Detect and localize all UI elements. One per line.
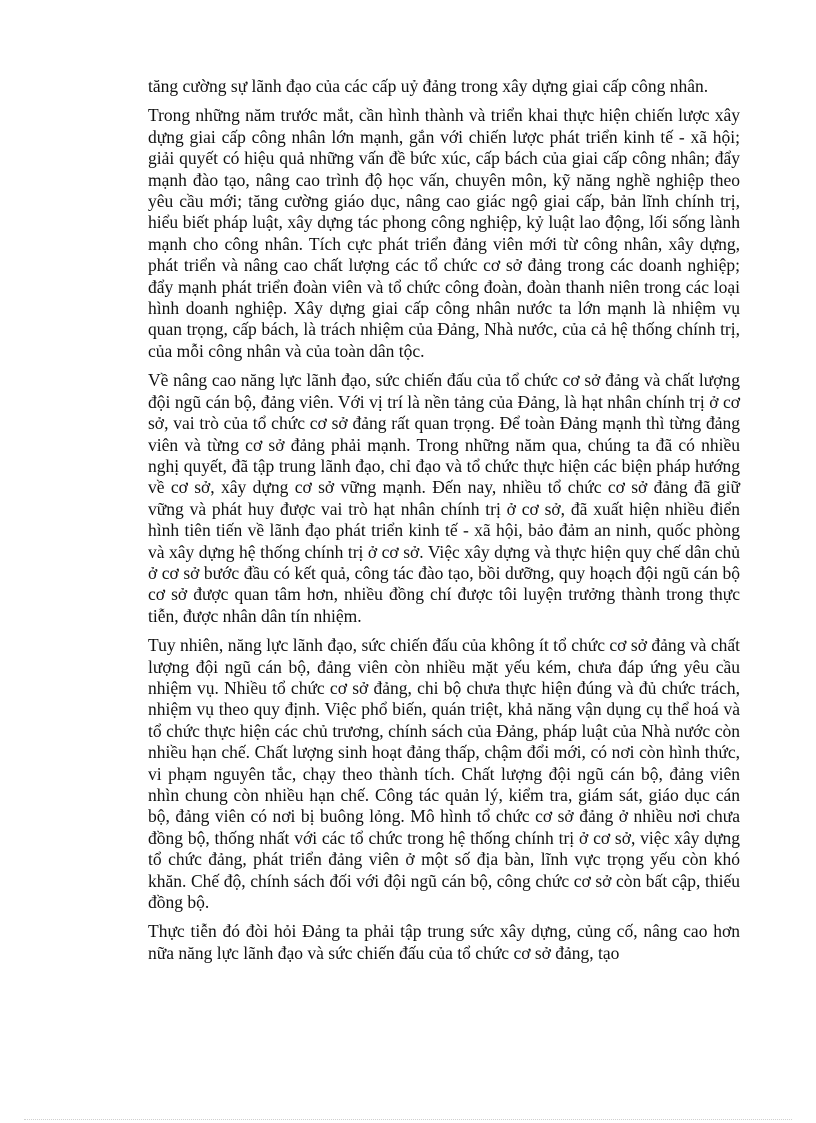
paragraph-continuation: tăng cường sự lãnh đạo của các cấp uỷ đảng trong xây dựng giai cấp công nhân. [148,76,709,96]
paragraph-practical-requirements: Thực tiễn đó đòi hỏi Đảng ta phải tập trung sức xây dựng, củng cố, nâng cao hơn nữa năng lực lãnh đạo và sức chiến đấu của tổ chức cơ sở đảng, tạo [148,921,740,963]
document-body [148,76,740,972]
page-bottom-border [24,1119,792,1120]
paragraph-working-class-strategy: Trong những năm trước mắt, cần hình thành và triển khai thực hiện chiến lược xây dựng giai cấp công nhân lớn mạnh, gắn với chiến lược phát triển kinh tế - xã hội; giải quyết có hiệu quả những vấn đề bức xúc, cấp bách của giai cấp công nhân; đẩy mạnh đào tạo, nâng cao trình độ học vấn, chuyên môn, kỹ năng nghề nghiệp theo yêu cầu mới; tăng cường giáo dục, nâng cao giác ngộ giai cấp, bản lĩnh chính trị, hiểu biết pháp luật, xây dựng tác phong công nghiệp, kỷ luật lao động, lối sống lành mạnh cho công nhân. Tích cực phát triển đảng viên mới từ công nhân, xây dựng, phát triển và nâng cao chất lượng các tổ chức cơ sở đảng trong các doanh nghiệp; đẩy mạnh phát triển đoàn viên và tổ chức công đoàn, đoàn thanh niên trong các loại hình doanh nghiệp. Xây dựng giai cấp công nhân nước ta lớn mạnh là nhiệm vụ quan trọng, cấp bách, là trách nhiệm của Đảng, Nhà nước, của cả hệ thống chính trị, của mỗi công nhân và của toàn dân tộc. [148,105,740,361]
paragraph-limitations: Tuy nhiên, năng lực lãnh đạo, sức chiến đấu của không ít tổ chức cơ sở đảng và chất lượng đội ngũ cán bộ, đảng viên còn nhiều mặt yếu kém, chưa đáp ứng yêu cầu nhiệm vụ. Nhiều tổ chức cơ sở đảng, chi bộ chưa thực hiện đúng và đủ chức trách, nhiệm vụ theo quy định. Việc phổ biến, quán triệt, khả năng vận dụng cụ thể hoá và tổ chức thực hiện các chủ trương, chính sách của Đảng, pháp luật của Nhà nước còn nhiều hạn chế. Chất lượng sinh hoạt đảng thấp, chậm đổi mới, có nơi còn hình thức, vi phạm nguyên tắc, chạy theo thành tích. Chất lượng đội ngũ cán bộ, đảng viên nhìn chung còn nhiều hạn chế. Công tác quản lý, kiểm tra, giám sát, giáo dục cán bộ, đảng viên có nơi bị buông lỏng. Mô hình tổ chức cơ sở đảng ở nhiều nơi chưa đồng bộ, thống nhất với các tổ chức trong hệ thống chính trị ở cơ sở, việc xây dựng tổ chức đảng, phát triển đảng viên ở một số địa bàn, lĩnh vực trọng yếu còn khó khăn. Chế độ, chính sách đối với đội ngũ cán bộ, công chức cơ sở còn bất cập, thiếu đồng bộ. [148,635,740,913]
paragraph-party-base-capacity: Về nâng cao năng lực lãnh đạo, sức chiến đấu của tổ chức cơ sở đảng và chất lượng đội ngũ cán bộ, đảng viên. Với vị trí là nền tảng của Đảng, là hạt nhân chính trị ở cơ sở, vai trò của tổ chức cơ sở đảng rất quan trọng. Để toàn Đảng mạnh thì từng đảng viên và từng cơ sở đảng phải mạnh. Trong những năm qua, chúng ta đã có nhiều nghị quyết, đã tập trung lãnh đạo, chỉ đạo và tổ chức thực hiện các biện pháp hướng về cơ sở, xây dựng cơ sở vững mạnh. Đến nay, nhiều tổ chức cơ sở đảng đã giữ vững và phát huy được vai trò hạt nhân chính trị ở cơ sở, đã xuất hiện nhiều điển hình tiên tiến về lãnh đạo phát triển kinh tế - xã hội, bảo đảm an ninh, quốc phòng và xây dựng hệ thống chính trị ở cơ sở. Việc xây dựng và thực hiện quy chế dân chủ ở cơ sở bước đầu có kết quả, công tác đào tạo, bồi dưỡng, quy hoạch đội ngũ cán bộ cơ sở được quan tâm hơn, nhiều đồng chí được tôi luyện trưởng thành trong thực tiễn, được nhân dân tín nhiệm. [148,370,740,626]
